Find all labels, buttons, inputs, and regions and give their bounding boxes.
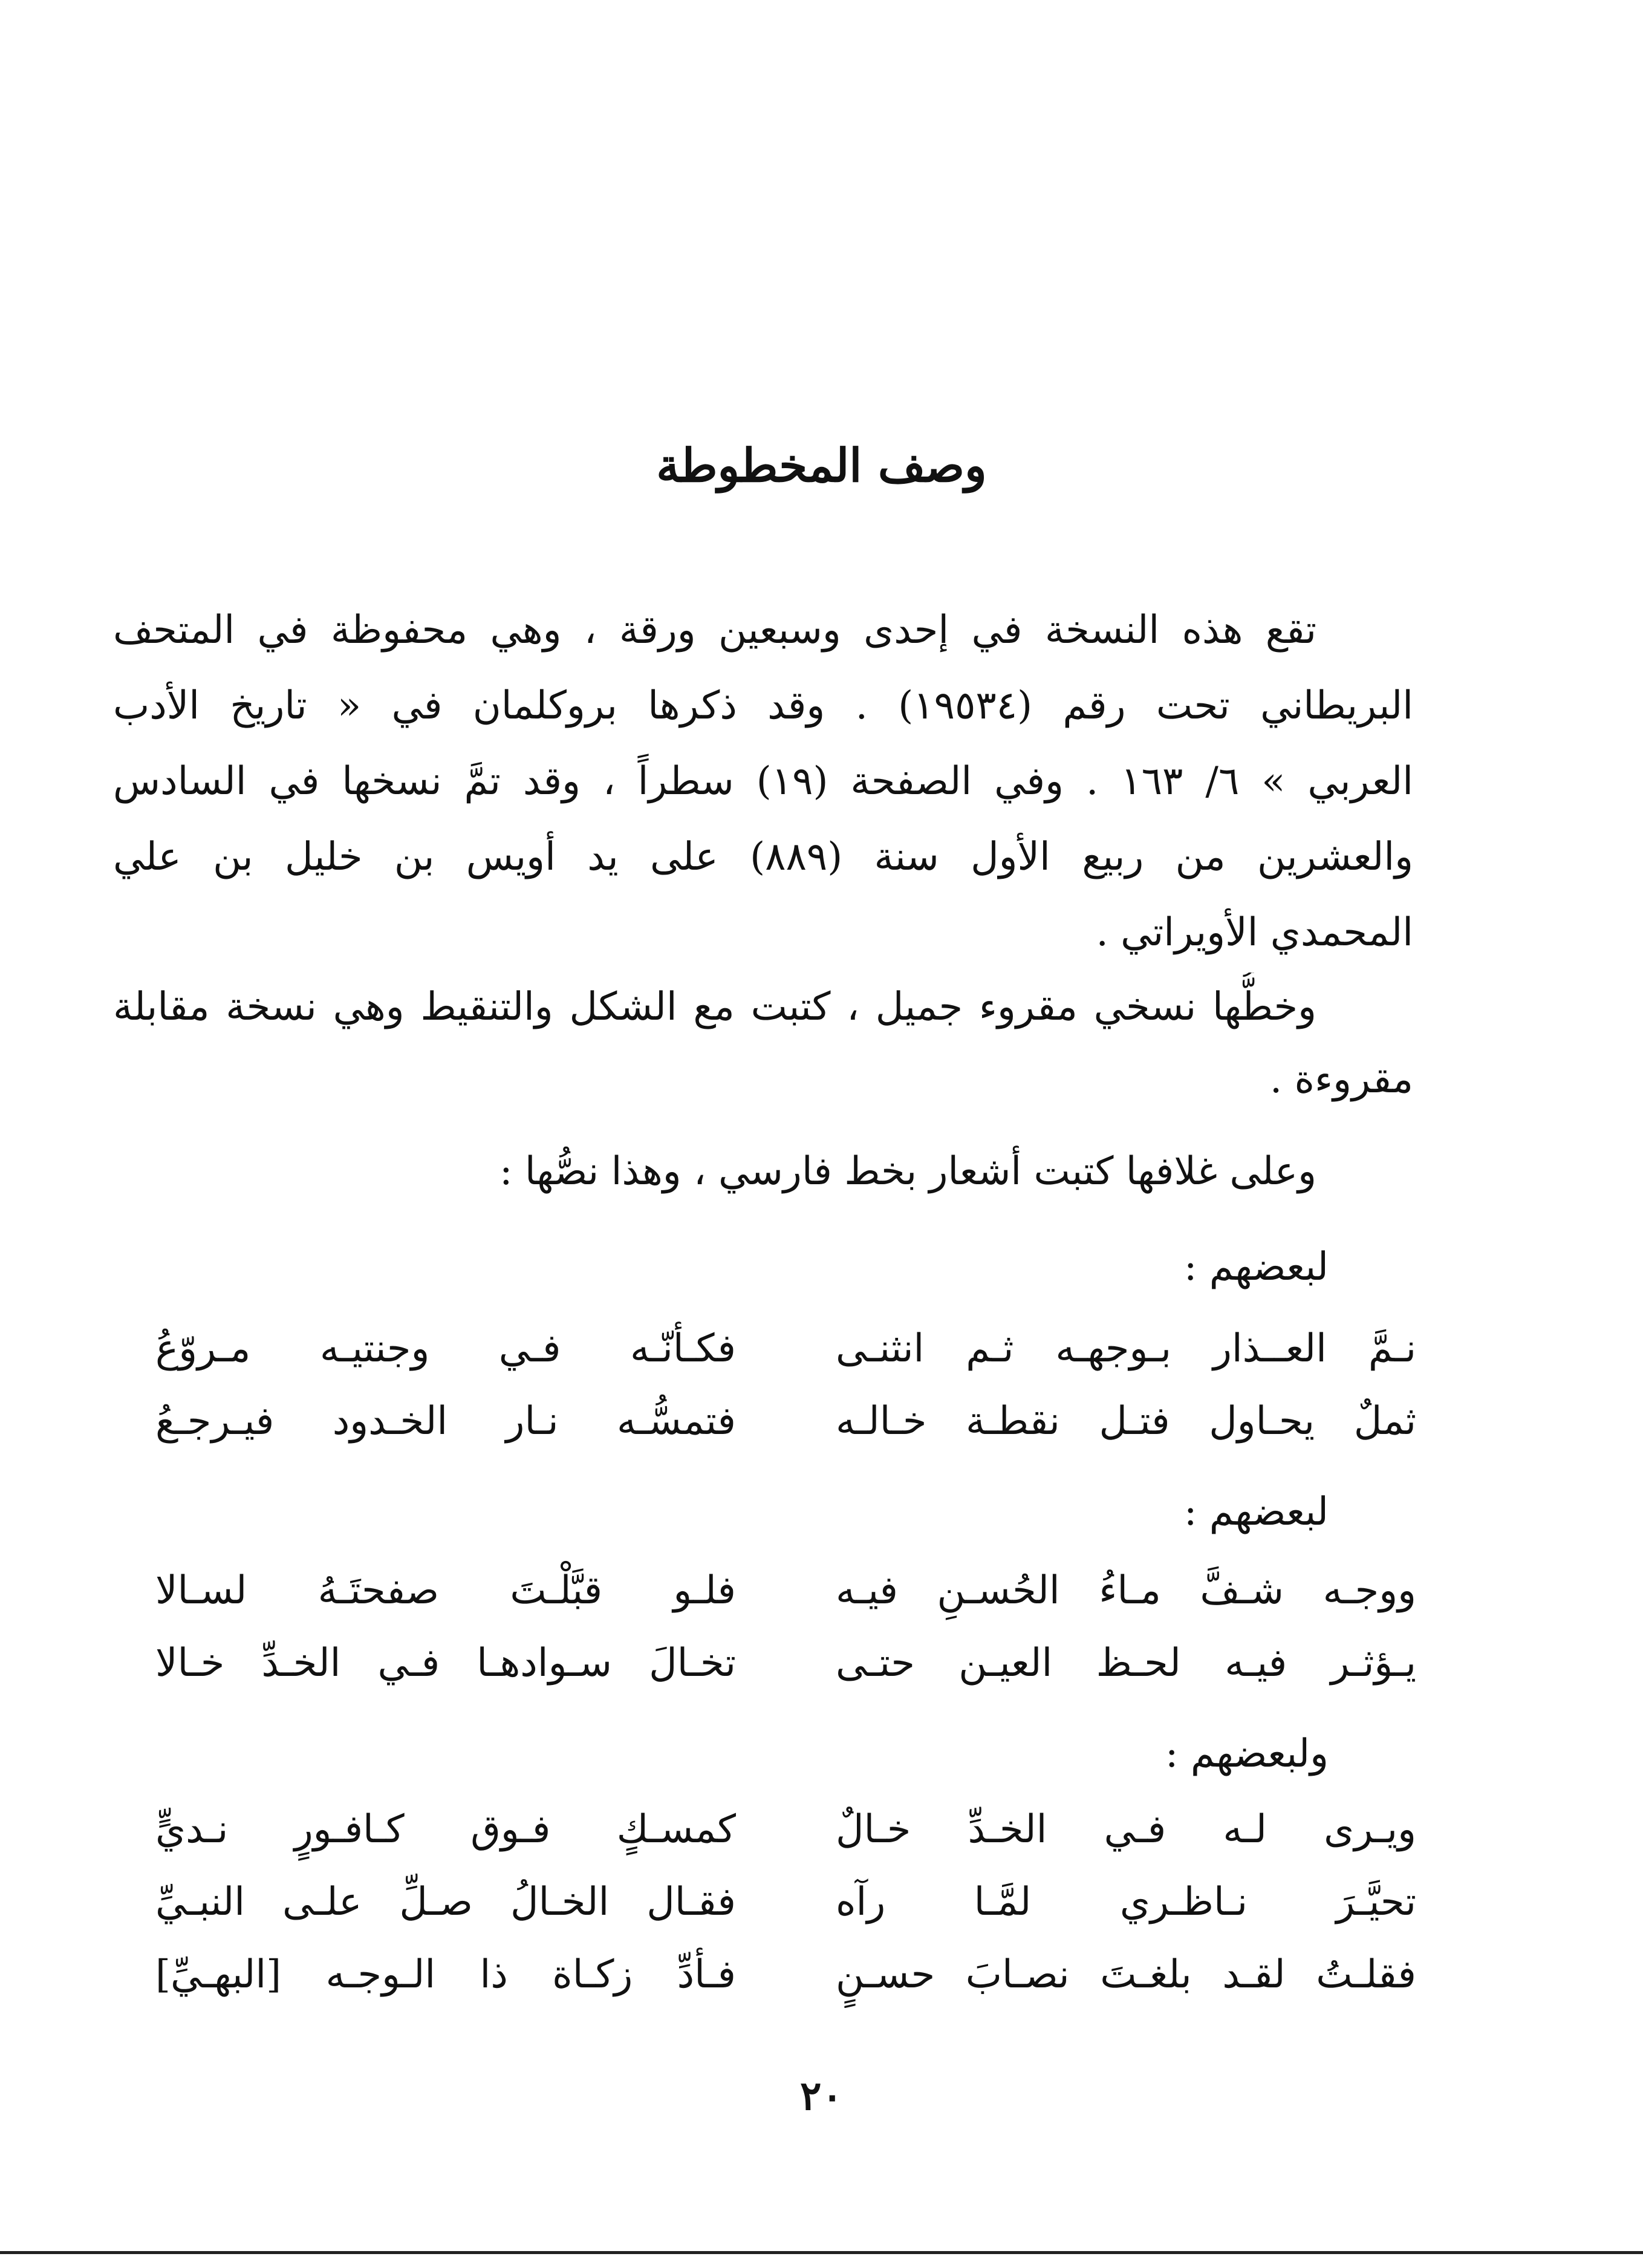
page-title: وصف المخطوطة (656, 438, 987, 492)
paragraph-1-line-3: العربي » ٦/ ١٦٣ . وفي الصفحة (١٩) سطراً ، وقد تمَّ نسخها في السادس (113, 759, 1413, 804)
page-number: ٢٠ (800, 2072, 843, 2119)
poem-3-verse-1-first-hemistich: ويـرى لـه فـي الخـدِّ خـالٌ (836, 1807, 1416, 1852)
poem-3-verse-2-second-hemistich: فقـال الخـالُ صـلِّ علـى النبـيِّ (155, 1880, 736, 1924)
poem-3-verse-2-first-hemistich: تحيَّـرَ نـاظـري لمَّـا رآه (836, 1880, 1416, 1924)
poem-1-verse-2-second-hemistich: فتمسُّـه نـار الخـدود فيـرجـعُ (155, 1399, 736, 1444)
paragraph-1-line-2: البريطاني تحت رقم (١٩٥٣٤) . وقد ذكرها بروكلمان في « تاريخ الأدب (113, 683, 1413, 728)
poem-2-verse-1-second-hemistich: فلـو قبَّلْـتَ صفحتَـهُ لسـالا (155, 1568, 736, 1613)
poem-1-verse-2-first-hemistich: ثملٌ يحـاول فتـل نقطـة خـالـه (836, 1399, 1416, 1444)
poem-1-verse-1-first-hemistich: نـمَّ العــذار بـوجهـه ثـم انثنـى (836, 1326, 1416, 1371)
paragraph-3: وعلى غلافها كتبت أشعار بخط فارسي ، وهذا نصُّها : (499, 1149, 1316, 1194)
poem-2-verse-2-second-hemistich: تخـالَ سـوادهـا فـي الخـدِّ خـالا (155, 1641, 736, 1686)
poem-2-verse-1-first-hemistich: ووجـه شـفَّ مـاءُ الحُسـنِ فيـه (836, 1568, 1416, 1613)
scan-bottom-edge-rule (0, 2251, 1643, 2254)
paragraph-1-line-1: تقع هذه النسخة في إحدى وسبعين ورقة ، وهي محفوظة في المتحف (113, 608, 1317, 653)
poem-3-verse-3-first-hemistich: فقلـتُ لقـد بلغـتَ نصـابَ حسـنٍ (836, 1952, 1416, 1997)
poem-3-verse-3-second-hemistich: فـأدِّ زكـاة ذا الـوجـه [البهـيِّ] (155, 1952, 736, 1997)
paragraph-2-line-1: وخطُّها نسخي مقروء جميل ، كتبت مع الشكل والتنقيط وهي نسخة مقابلة (113, 985, 1317, 1029)
paragraph-1-line-5: المحمدي الأويراتي . (1096, 910, 1413, 955)
poem-2-label: لبعضهم : (1183, 1490, 1329, 1534)
paragraph-1-line-4: والعشرين من ربيع الأول سنة (٨٨٩) على يد أويس بن خليل بن علي (113, 835, 1413, 879)
poem-2-verse-2-first-hemistich: يـؤثـر فيـه لحـظ العيـن حتـى (836, 1641, 1416, 1686)
poem-1-label: لبعضهم : (1183, 1245, 1329, 1289)
poem-3-verse-1-second-hemistich: كمسـكٍ فـوق كـافـورٍ نـديٍّ (155, 1807, 736, 1852)
poem-1-verse-1-second-hemistich: فكـأنّـه فـي وجنتيـه مـروّعُ (155, 1326, 736, 1371)
paragraph-2-line-2: مقروءة . (1269, 1057, 1413, 1102)
poem-3-label: ولبعضهم : (1165, 1732, 1329, 1776)
